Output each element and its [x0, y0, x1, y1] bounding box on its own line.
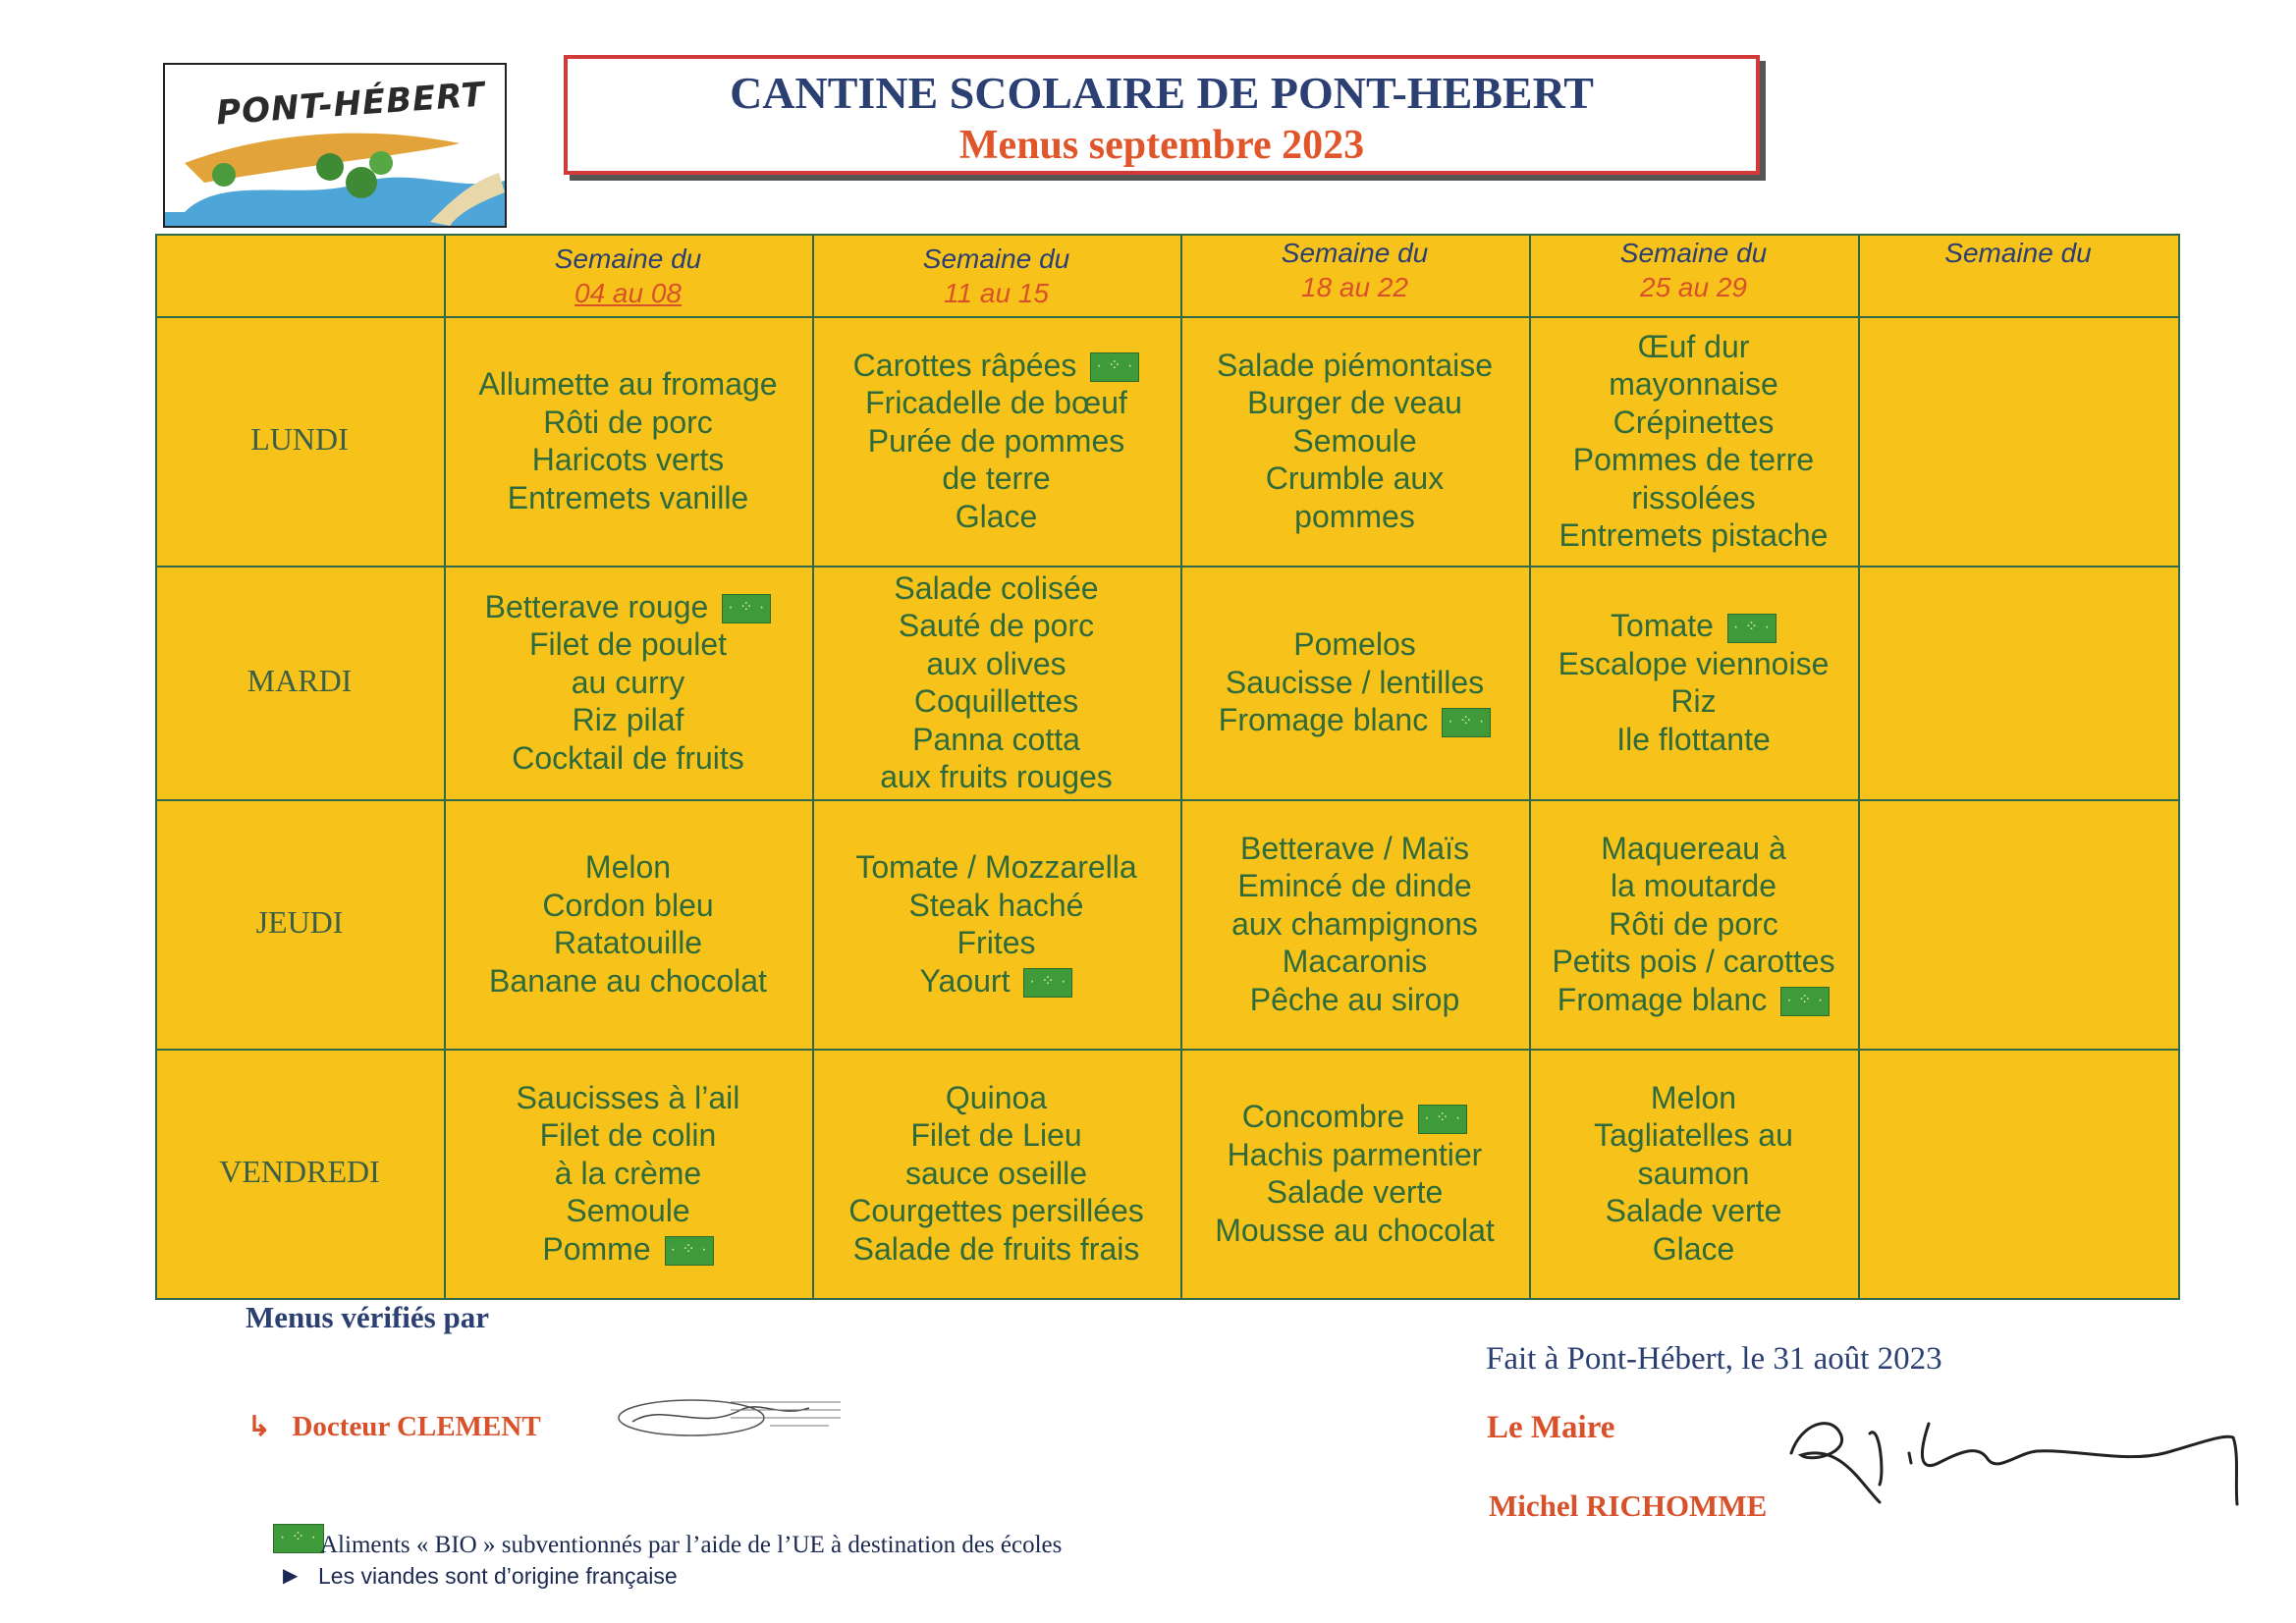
- menu-item-text: saumon: [1637, 1155, 1750, 1191]
- menu-item: [812, 848, 1180, 887]
- menu-item: [1180, 1136, 1529, 1174]
- menu-item: [444, 848, 812, 887]
- menu-item: [1180, 867, 1529, 905]
- menu-item-text: Steak haché: [908, 887, 1084, 923]
- bio-label-icon: [1727, 614, 1777, 643]
- menu-item: [444, 1230, 812, 1269]
- menu-item: [1180, 1173, 1529, 1212]
- week-header: [1529, 236, 1858, 304]
- menu-item: [812, 887, 1180, 925]
- menu-item-text: Pêche au sirop: [1249, 981, 1460, 1017]
- menu-item-text: Burger de veau: [1247, 385, 1462, 421]
- week-label: Semaine du: [922, 243, 1070, 274]
- menu-item: [444, 1079, 812, 1117]
- menu-item-text: Rôti de porc: [1609, 905, 1778, 942]
- week-header: [1180, 236, 1529, 304]
- menu-item-text: Semoule: [1292, 422, 1417, 459]
- menu-item-text: à la crème: [554, 1155, 702, 1191]
- menu-item: [812, 1192, 1180, 1230]
- menu-item-text: Salade verte: [1605, 1193, 1782, 1229]
- arrow-icon: ↳: [247, 1412, 271, 1442]
- menu-item-text: Riz pilaf: [572, 702, 684, 738]
- menu-item-text: Haricots verts: [531, 442, 725, 477]
- menu-item-text: Œuf dur: [1637, 328, 1750, 364]
- legend-meat-text: Les viandes sont d’origine française: [318, 1563, 678, 1589]
- menu-item: [1180, 830, 1529, 868]
- menu-item: [444, 479, 812, 517]
- doctor-stamp: [613, 1388, 848, 1443]
- menu-item-text: Salade piémontaise: [1216, 347, 1494, 383]
- menu-item: [812, 1230, 1180, 1269]
- menu-item-text: Tagliatelles au: [1594, 1117, 1793, 1154]
- menu-item-text: Cocktail de fruits: [512, 739, 744, 776]
- menu-item: [812, 460, 1180, 498]
- menu-item: [812, 607, 1180, 645]
- bio-label-icon: [1023, 968, 1072, 998]
- menu-item-text: Macaronis: [1282, 944, 1428, 980]
- menu-item-text: Emincé de dinde: [1237, 868, 1472, 904]
- menu-item: [812, 1079, 1180, 1117]
- doctor-line: [247, 1410, 541, 1443]
- menu-item-text: Tomate / Mozzarella: [855, 849, 1137, 885]
- bio-label-icon: [1418, 1105, 1467, 1134]
- menu-item-text: la moutarde: [1611, 868, 1777, 904]
- menu-item: [1180, 905, 1529, 944]
- menu-item-text: Banane au chocolat: [489, 962, 767, 999]
- menu-item-text: aux champignons: [1231, 905, 1478, 942]
- menu-item: [1180, 384, 1529, 422]
- menu-cell: [1180, 566, 1529, 799]
- menu-item-text: Purée de pommes: [867, 422, 1125, 459]
- menu-item-text: Rôti de porc: [543, 404, 713, 440]
- menu-item: [1529, 479, 1858, 517]
- menu-item: [1529, 404, 1858, 442]
- week-dates: 04 au 08: [574, 278, 682, 308]
- menu-item-text: Pommes de terre: [1572, 442, 1815, 477]
- menu-item: [812, 682, 1180, 721]
- menu-item: [1529, 1192, 1858, 1230]
- menu-item: [444, 701, 812, 739]
- menu-cell: [1858, 316, 2178, 566]
- menu-item-text: Saucisse / lentilles: [1225, 664, 1485, 700]
- logo-text: PONT-HÉBERT: [214, 75, 487, 134]
- menu-item: [1529, 943, 1858, 981]
- menu-item: [1529, 981, 1858, 1019]
- week-label: Semaine du: [1944, 238, 2092, 268]
- menu-item: [812, 721, 1180, 759]
- menu-item: [1180, 981, 1529, 1019]
- verified-by-label: Menus vérifiés par: [246, 1300, 489, 1334]
- menu-item: [444, 625, 812, 664]
- menu-item-text: Ratatouille: [553, 925, 703, 960]
- page-subtitle: Menus septembre 2023: [958, 123, 1365, 168]
- menu-item-text: Fricadelle de bœuf: [865, 385, 1127, 421]
- menu-item: [812, 498, 1180, 536]
- menu-item: [1529, 365, 1858, 404]
- menu-item-text: Salade de fruits frais: [852, 1230, 1140, 1267]
- mayor-name: Michel RICHOMME: [1489, 1488, 1768, 1523]
- menu-cell: [1858, 1049, 2178, 1298]
- menu-item: [444, 1116, 812, 1155]
- menu-cell: [444, 1049, 812, 1298]
- menu-item-text: Pomelos: [1293, 626, 1416, 663]
- menu-item: [812, 422, 1180, 460]
- menu-item: [1180, 498, 1529, 536]
- menu-item-text: Cordon bleu: [542, 887, 714, 923]
- menu-item-text: Sauté de porc: [898, 608, 1095, 643]
- menu-item: [1180, 943, 1529, 981]
- menu-cell: [444, 799, 812, 1049]
- menu-item: [812, 1116, 1180, 1155]
- menu-item: [1529, 682, 1858, 721]
- menu-item-text: Fromage blanc: [1557, 981, 1768, 1017]
- bio-label-icon: [722, 594, 771, 623]
- week-header: [1858, 236, 2178, 270]
- menu-item-text: Tomate: [1611, 608, 1714, 643]
- menu-item-text: Petits pois / carottes: [1552, 944, 1835, 980]
- menu-item: [812, 1155, 1180, 1193]
- menu-item-text: Saucisses à l’ail: [516, 1079, 740, 1115]
- legend-bio-text: Aliments « BIO » subventionnés par l’aide de l’UE à destination des écoles: [320, 1532, 1063, 1558]
- menu-item-text: Melon: [1650, 1079, 1737, 1115]
- week-label: Semaine du: [554, 243, 702, 274]
- week-label: Semaine du: [1281, 238, 1429, 268]
- menu-item: [1529, 516, 1858, 555]
- menu-item: [1180, 664, 1529, 702]
- menu-item: [812, 569, 1180, 608]
- menu-cell: [1529, 799, 1858, 1049]
- day-label: JEUDI: [255, 904, 344, 940]
- menu-item-text: Fromage blanc: [1218, 702, 1429, 738]
- day-label: MARDI: [246, 663, 353, 698]
- menu-item-text: Maquereau à: [1601, 830, 1786, 866]
- menu-item: [1529, 905, 1858, 944]
- menu-item-text: aux olives: [926, 645, 1066, 681]
- menu-cell: [1529, 566, 1858, 799]
- menu-item: [1180, 460, 1529, 498]
- menu-item: [812, 962, 1180, 1001]
- menu-item-text: pommes: [1294, 498, 1415, 534]
- menu-item-text: Crépinettes: [1613, 404, 1775, 440]
- menu-item: [812, 645, 1180, 683]
- menu-item-text: rissolées: [1631, 479, 1756, 515]
- bio-label-icon: [1090, 352, 1139, 382]
- menu-item: [444, 962, 812, 1001]
- menu-item-text: Salade verte: [1266, 1174, 1444, 1210]
- menu-item-text: Entremets pistache: [1558, 517, 1829, 553]
- menu-item: [812, 924, 1180, 962]
- menu-item-text: au curry: [571, 664, 685, 700]
- doctor-name: Docteur CLEMENT: [292, 1411, 541, 1442]
- menu-item-text: Crumble aux: [1265, 460, 1445, 497]
- menu-item-text: Melon: [584, 849, 672, 885]
- menu-item-text: Carottes râpées: [852, 347, 1077, 383]
- menu-cell: [1858, 799, 2178, 1049]
- menu-item: [1180, 422, 1529, 460]
- menu-item: [444, 1155, 812, 1193]
- menu-item: [444, 924, 812, 962]
- menu-cell: [812, 799, 1180, 1049]
- menu-item-text: Mousse au chocolat: [1215, 1212, 1495, 1248]
- menu-item-text: Entremets vanille: [507, 479, 749, 515]
- menu-item: [1529, 830, 1858, 868]
- menu-item: [1529, 1079, 1858, 1117]
- menu-item: [444, 588, 812, 626]
- menu-item-text: Betterave rouge: [484, 588, 709, 624]
- town-logo: [163, 63, 507, 228]
- menu-item: [444, 1192, 812, 1230]
- page-title: CANTINE SCOLAIRE DE PONT-HEBERT: [730, 68, 1594, 118]
- bio-label-icon: [1442, 708, 1491, 737]
- menu-item-text: Panna cotta: [912, 721, 1080, 757]
- menu-item: [1180, 625, 1529, 664]
- menu-cell: [812, 316, 1180, 566]
- menu-item-text: Allumette au fromage: [478, 366, 778, 402]
- menu-item-text: Filet de Lieu: [910, 1117, 1082, 1154]
- menu-item: [1529, 607, 1858, 645]
- menu-item-text: Hachis parmentier: [1227, 1136, 1483, 1172]
- menu-item: [1180, 1098, 1529, 1136]
- day-label: VENDREDI: [219, 1154, 380, 1189]
- menu-item-text: Quinoa: [945, 1079, 1048, 1115]
- title-box: [564, 55, 1760, 175]
- menu-cell: [1180, 799, 1529, 1049]
- menu-item: [1180, 347, 1529, 385]
- menu-item: [444, 365, 812, 404]
- menu-item-text: Frites: [957, 925, 1036, 960]
- menu-item-text: Semoule: [566, 1193, 690, 1229]
- menu-item: [1529, 1155, 1858, 1193]
- menu-item: [444, 664, 812, 702]
- bio-label-icon: [273, 1524, 324, 1553]
- menu-item-text: Salade colisée: [894, 569, 1099, 606]
- week-label: Semaine du: [1619, 238, 1768, 268]
- menu-item: [444, 739, 812, 778]
- menu-item: [1529, 1230, 1858, 1269]
- menu-item-text: mayonnaise: [1609, 366, 1778, 402]
- week-dates: 25 au 29: [1640, 272, 1747, 302]
- menu-item-text: de terre: [942, 460, 1051, 497]
- week-header: [812, 242, 1180, 310]
- menu-cell: [444, 566, 812, 799]
- menu-item-text: Yaourt: [919, 962, 1011, 999]
- menu-item-text: Courgettes persillées: [848, 1193, 1144, 1229]
- menu-item: [1529, 1116, 1858, 1155]
- bio-label-icon: [1780, 987, 1830, 1016]
- menu-table: [155, 234, 2180, 1300]
- week-dates: 18 au 22: [1301, 272, 1408, 302]
- menu-item: [812, 384, 1180, 422]
- mayor-title: Le Maire: [1487, 1410, 1615, 1445]
- week-header: [444, 242, 812, 310]
- mayor-signature: [1781, 1394, 2243, 1512]
- menu-item: [1529, 328, 1858, 366]
- menu-item-text: Glace: [955, 498, 1038, 534]
- menu-item-text: Pomme: [542, 1230, 651, 1267]
- menu-item-text: Ile flottante: [1616, 721, 1771, 757]
- triangle-bullet-icon: ▶: [283, 1565, 299, 1587]
- menu-item-text: Betterave / Maïs: [1240, 830, 1469, 866]
- menu-item-text: Filet de colin: [539, 1117, 717, 1154]
- menu-item: [444, 404, 812, 442]
- menu-item-text: Filet de poulet: [528, 626, 727, 663]
- menu-cell: [1180, 316, 1529, 566]
- menu-item-text: Escalope viennoise: [1558, 645, 1830, 681]
- menu-cell: [1180, 1049, 1529, 1298]
- place-date: Fait à Pont-Hébert, le 31 août 2023: [1486, 1341, 1942, 1377]
- menu-item: [1529, 721, 1858, 759]
- menu-item: [1180, 701, 1529, 739]
- menu-cell: [1858, 566, 2178, 799]
- menu-cell: [444, 316, 812, 566]
- menu-cell: [1529, 316, 1858, 566]
- menu-item: [812, 758, 1180, 796]
- menu-item: [812, 347, 1180, 385]
- bio-label-icon: [665, 1236, 714, 1266]
- week-dates: 11 au 15: [944, 278, 1049, 308]
- menu-item: [444, 441, 812, 479]
- menu-item: [1529, 645, 1858, 683]
- menu-item-text: Glace: [1652, 1230, 1735, 1267]
- menu-cell: [1529, 1049, 1858, 1298]
- menu-item: [444, 887, 812, 925]
- menu-item: [1529, 441, 1858, 479]
- menu-item-text: Coquillettes: [913, 683, 1079, 719]
- menu-item-text: Concombre: [1241, 1099, 1405, 1134]
- menu-item: [1529, 867, 1858, 905]
- day-label: LUNDI: [250, 421, 349, 457]
- menu-item-text: Riz: [1670, 683, 1717, 719]
- menu-item-text: sauce oseille: [905, 1155, 1087, 1191]
- menu-item-text: aux fruits rouges: [880, 759, 1113, 794]
- menu-cell: [812, 566, 1180, 799]
- menu-item: [1180, 1212, 1529, 1250]
- menu-cell: [812, 1049, 1180, 1298]
